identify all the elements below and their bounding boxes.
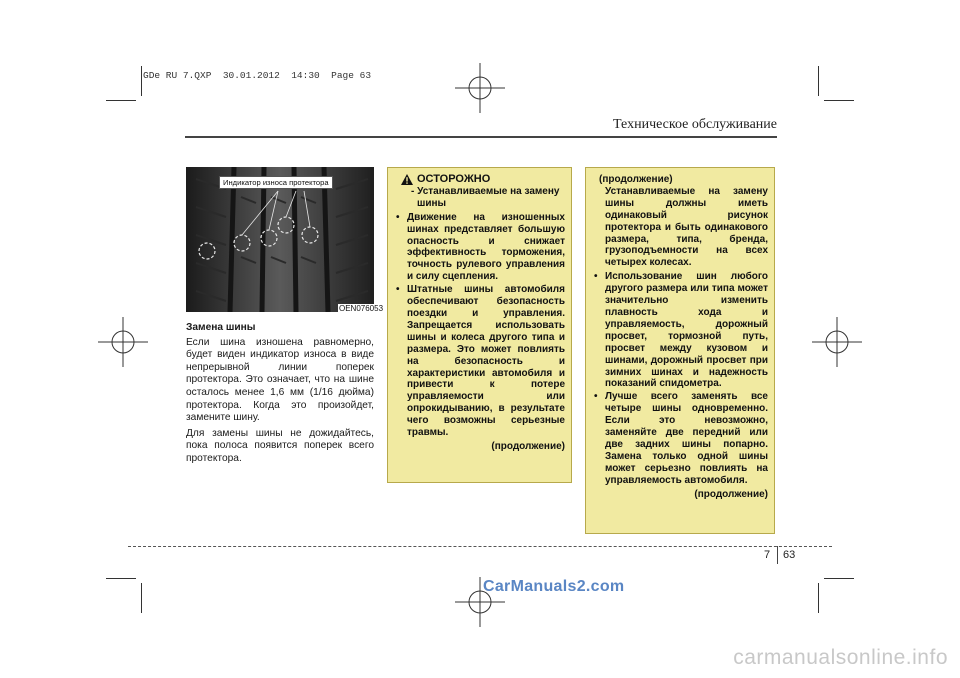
warning-box xyxy=(387,167,572,483)
section-title: Техническое обслуживание xyxy=(613,117,777,132)
continued-label: (продолжение) xyxy=(491,440,565,452)
crop-mark xyxy=(824,100,854,101)
warning-list xyxy=(395,212,565,439)
footer-rule xyxy=(128,546,832,547)
watermark-text: carmanualsonline.info xyxy=(733,646,948,669)
crop-mark xyxy=(818,66,819,96)
warning-list xyxy=(593,271,768,486)
tire-replacement-section xyxy=(186,322,374,469)
warning-triangle-icon xyxy=(401,174,413,185)
print-slug: GDe RU 7.QXP 30.01.2012 14:30 Page 63 xyxy=(143,70,372,81)
tire-tread-photo xyxy=(186,167,374,312)
crop-mark xyxy=(824,578,854,579)
crop-mark xyxy=(106,578,136,579)
paragraph: Если шина изношена равномерно, будет виден индикатор износа в виде непрерывной линии поперек протектора. Это означает, что на шине осталось менее 1,6 мм (1/16 дюйма) протектора. Когда это произойдет, замените шину. xyxy=(186,336,374,424)
registration-mark-left xyxy=(98,317,148,367)
list-item: • Использование шин любого другого размера или типа может значительно изменить плавность хода и управляемость, дорожный просвет, тормозной путь, просвет между кузовом и шинами, дорожный просвет при зимних шинах и надежность показаний спидометра. xyxy=(593,271,768,390)
list-item: • Движение на изношенных шинах представляет большую опасность и снижает эффективность торможения, точность рулевого управления и силу сцепления. xyxy=(395,212,565,283)
warning-title-row xyxy=(395,174,565,186)
image-code: OEN076053 xyxy=(339,304,384,313)
watermark-link[interactable]: CarManuals2.com xyxy=(483,578,625,595)
continued-lead: (продолжение) xyxy=(599,174,673,185)
continued-label: (продолжение) xyxy=(694,488,768,500)
warning-subtitle: - Устанавливаемые на замену шины xyxy=(411,185,560,209)
section-heading: Замена шины xyxy=(186,322,256,333)
list-item: • Штатные шины автомобиля обеспечивают безопасность поездки и управления. Запрещается использовать шины и колеса другого типа и размера. Это может повлиять на безопасность и характеристики автомобиля и привести к потере управляемости или опрокидыванию, в результате чего возможны серьезные травмы. xyxy=(395,284,565,439)
chapter-number: 7 xyxy=(764,549,771,561)
registration-mark-right xyxy=(812,317,862,367)
registration-mark-top xyxy=(455,63,505,113)
list-item: • Лучше всего заменять все четыре шины одновременно. Если это невозможно, заменяйте две передний или две задних шины попарно. Замена только одной шины может серьезно повлиять на управляемость автомобиля. xyxy=(593,391,768,486)
warning-box-continued xyxy=(585,167,775,534)
footer-separator xyxy=(777,546,778,564)
tread-indicator-label: Индикатор износа протектора xyxy=(219,176,333,189)
intro-paragraph: Устанавливаемые на замену шины должны иметь одинаковый рисунок протектора и быть одинакового размера, типа, бренда, грузоподъемности на всех четырех колесах. xyxy=(605,185,768,269)
warning-title: ОСТОРОЖНО xyxy=(417,173,491,185)
crop-mark xyxy=(141,583,142,613)
paragraph: Для замены шины не дожидайтесь, пока полоса появится поперек всего протектора. xyxy=(186,427,374,464)
crop-mark xyxy=(141,66,142,96)
header-rule xyxy=(185,136,777,138)
crop-mark xyxy=(106,100,136,101)
page-number: 63 xyxy=(783,549,796,561)
crop-mark xyxy=(818,583,819,613)
